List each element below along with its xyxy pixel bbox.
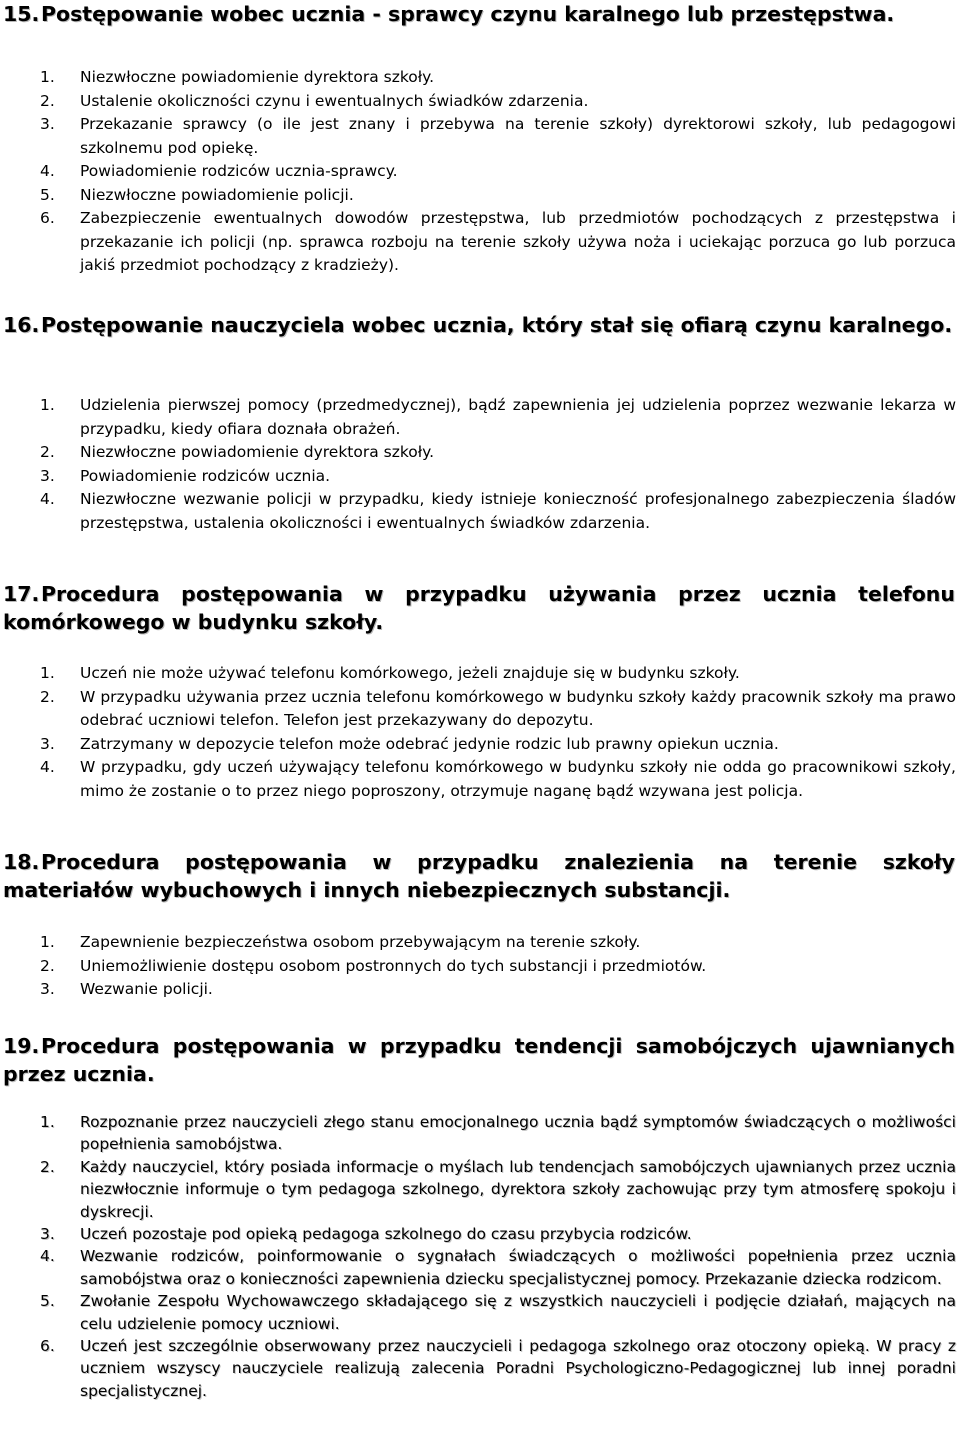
list-item [40,488,956,535]
item-number: 3. [40,115,55,133]
item-number: 1. [40,1113,55,1131]
list-item [40,756,956,803]
list-item [40,66,956,90]
procedure-list [40,931,956,1002]
section-heading [3,0,955,28]
section-heading [3,848,955,904]
list-item [40,184,956,208]
list-item [40,465,956,489]
item-text: Ustalenie okoliczności czynu i ewentualnych świadków zdarzenia. [80,91,589,110]
section-number: 15. [3,2,40,26]
item-number: 3. [40,734,55,753]
item-text: Uczeń pozostaje pod opieką pedagoga szkolnego do czasu przybycia rodziców. [80,1225,692,1244]
list-item [40,90,956,114]
item-number: 6. [40,1337,55,1356]
section-number: 19. [3,1034,40,1058]
item-number: 1. [40,396,55,414]
procedure-list [40,66,956,278]
item-text: Wezwanie policji. [80,980,213,998]
item-text: Zatrzymany w depozycie telefon może odebrać jedynie rodzic lub prawny opiekun ucznia. [80,734,779,753]
item-number: 2. [40,687,55,706]
item-text: Uczeń nie może używać telefonu komórkowego, jeżeli znajduje się w budynku szkoły. [80,664,740,682]
item-number: 4. [40,758,55,776]
list-item [40,686,956,733]
list-item [40,1245,956,1290]
list-item [40,394,956,441]
item-number: 4. [40,490,55,508]
list-item [40,1335,956,1402]
item-number: 4. [40,162,55,180]
item-text: Każdy nauczyciel, który posiada informacje o myślach lub tendencjach samobójczych ujawnianych przez ucznia niezwłocznie informuje o tym pedagoga szkolnego, dyrektora szkoły zachowując przy tym atmosferę spokoju i dyskrecji. [80,1157,956,1221]
item-text: Niezwłoczne powiadomienie policji. [80,185,354,204]
list-item [40,1111,956,1156]
section-title: Procedura postępowania w przypadku znalezienia na terenie szkoły materiałów wybuchowych i innych niebezpiecznych substancji. [3,850,955,902]
list-item [40,1223,956,1245]
item-text: Zabezpieczenie ewentualnych dowodów przestępstwa, lub przedmiotów pochodzących z przestępstwa i przekazanie ich policji (np. sprawca rozboju na terenie szkoły używa noża i uciekając porzuca go lub porzuca jakiś przedmiot pochodzący z kradzieży). [80,209,956,274]
list-item [40,733,956,757]
item-text: Zapewnienie bezpieczeństwa osobom przebywającym na terenie szkoły. [80,933,641,951]
list-item [40,207,956,278]
item-number: 2. [40,443,55,461]
procedure-list [40,662,956,803]
procedure-list [40,1111,956,1402]
item-number: 3. [40,466,55,485]
item-text: Powiadomienie rodziców ucznia. [80,466,331,485]
item-text: Zwołanie Zespołu Wychowawczego składającego się z wszystkich nauczycieli i podjęcie działań, mających na celu udzielenie pomocy uczniowi. [80,1292,956,1333]
section-heading [3,1032,955,1088]
item-number: 5. [40,185,55,204]
item-text: Powiadomienie rodziców ucznia-sprawcy. [80,162,398,180]
section-heading [3,311,955,339]
list-item [40,1156,956,1223]
item-text: Wezwanie rodziców, poinformowanie o sygnałach świadczących o możliwości popełnienia przez ucznia samobójstwa oraz o konieczności zapewnienia dziecku specjalistycznej pomocy. Przekazanie dziecka rodzicom. [80,1247,956,1288]
procedure-list [40,394,956,535]
section-title: Postępowanie wobec ucznia - sprawcy czynu karalnego lub przestępstwa. [41,2,895,26]
item-number: 2. [40,91,55,110]
item-text: Rozpoznanie przez nauczycieli złego stanu emocjonalnego ucznia bądź symptomów świadczących o możliwości popełnienia samobójstwa. [80,1113,956,1154]
section-number: 17. [3,582,40,606]
list-item [40,113,956,160]
item-number: 5. [40,1292,55,1311]
item-text: Uniemożliwienie dostępu osobom postronnych do tych substancji i przedmiotów. [80,956,707,975]
list-item [40,441,956,465]
item-text: Uczeń jest szczególnie obserwowany przez nauczycieli i pedagoga szkolnego oraz otoczony opieką. W pracy z uczniem wszyscy nauczyciele realizują zalecenia Poradni Psychologiczno-Pedagogicznej lub innej poradni specjalistycznej. [80,1337,956,1400]
item-number: 2. [40,956,55,975]
section-number: 18. [3,850,40,874]
item-text: W przypadku, gdy uczeń używający telefonu komórkowego w budynku szkoły nie odda go pracownikowi szkoły, mimo że zostanie o to przez niego poproszony, otrzymuje naganę bądź wzywana jest policja. [80,758,956,800]
item-number: 1. [40,68,55,86]
section-heading [3,580,955,636]
list-item [40,1290,956,1335]
section-title: Procedura postępowania w przypadku używania przez ucznia telefonu komórkowego w budynku szkoły. [3,582,955,634]
item-number: 3. [40,980,55,998]
section-number: 16. [3,313,40,337]
list-item [40,931,956,955]
item-text: Udzielenia pierwszej pomocy (przedmedycznej), bądź zapewnienia jej udzielenia poprzez wezwanie lekarza w przypadku, kiedy ofiara doznała obrażeń. [80,396,956,438]
list-item [40,662,956,686]
item-number: 3. [40,1225,55,1244]
item-number: 1. [40,933,55,951]
list-item [40,978,956,1002]
item-text: Niezwłoczne powiadomienie dyrektora szkoły. [80,443,435,461]
item-number: 2. [40,1157,55,1176]
item-number: 1. [40,664,55,682]
item-text: Niezwłoczne powiadomienie dyrektora szkoły. [80,68,435,86]
section-title: Procedura postępowania w przypadku tendencji samobójczych ujawnianych przez ucznia. [3,1034,955,1086]
item-text: Przekazanie sprawcy (o ile jest znany i przebywa na terenie szkoły) dyrektorowi szkoły, lub pedagogowi szkolnemu pod opiekę. [80,115,956,157]
list-item [40,160,956,184]
section-title: Postępowanie nauczyciela wobec ucznia, który stał się ofiarą czynu karalnego. [41,313,953,337]
item-text: W przypadku używania przez ucznia telefonu komórkowego w budynku szkoły każdy pracownik szkoły ma prawo odebrać uczniowi telefon. Telefon jest przekazywany do depozytu. [80,687,956,729]
item-number: 4. [40,1247,55,1266]
item-text: Niezwłoczne wezwanie policji w przypadku, kiedy istnieje konieczność profesjonalnego zabezpieczenia śladów przestępstwa, ustalenia okoliczności i ewentualnych świadków zdarzenia. [80,490,956,532]
list-item [40,955,956,979]
item-number: 6. [40,209,55,227]
